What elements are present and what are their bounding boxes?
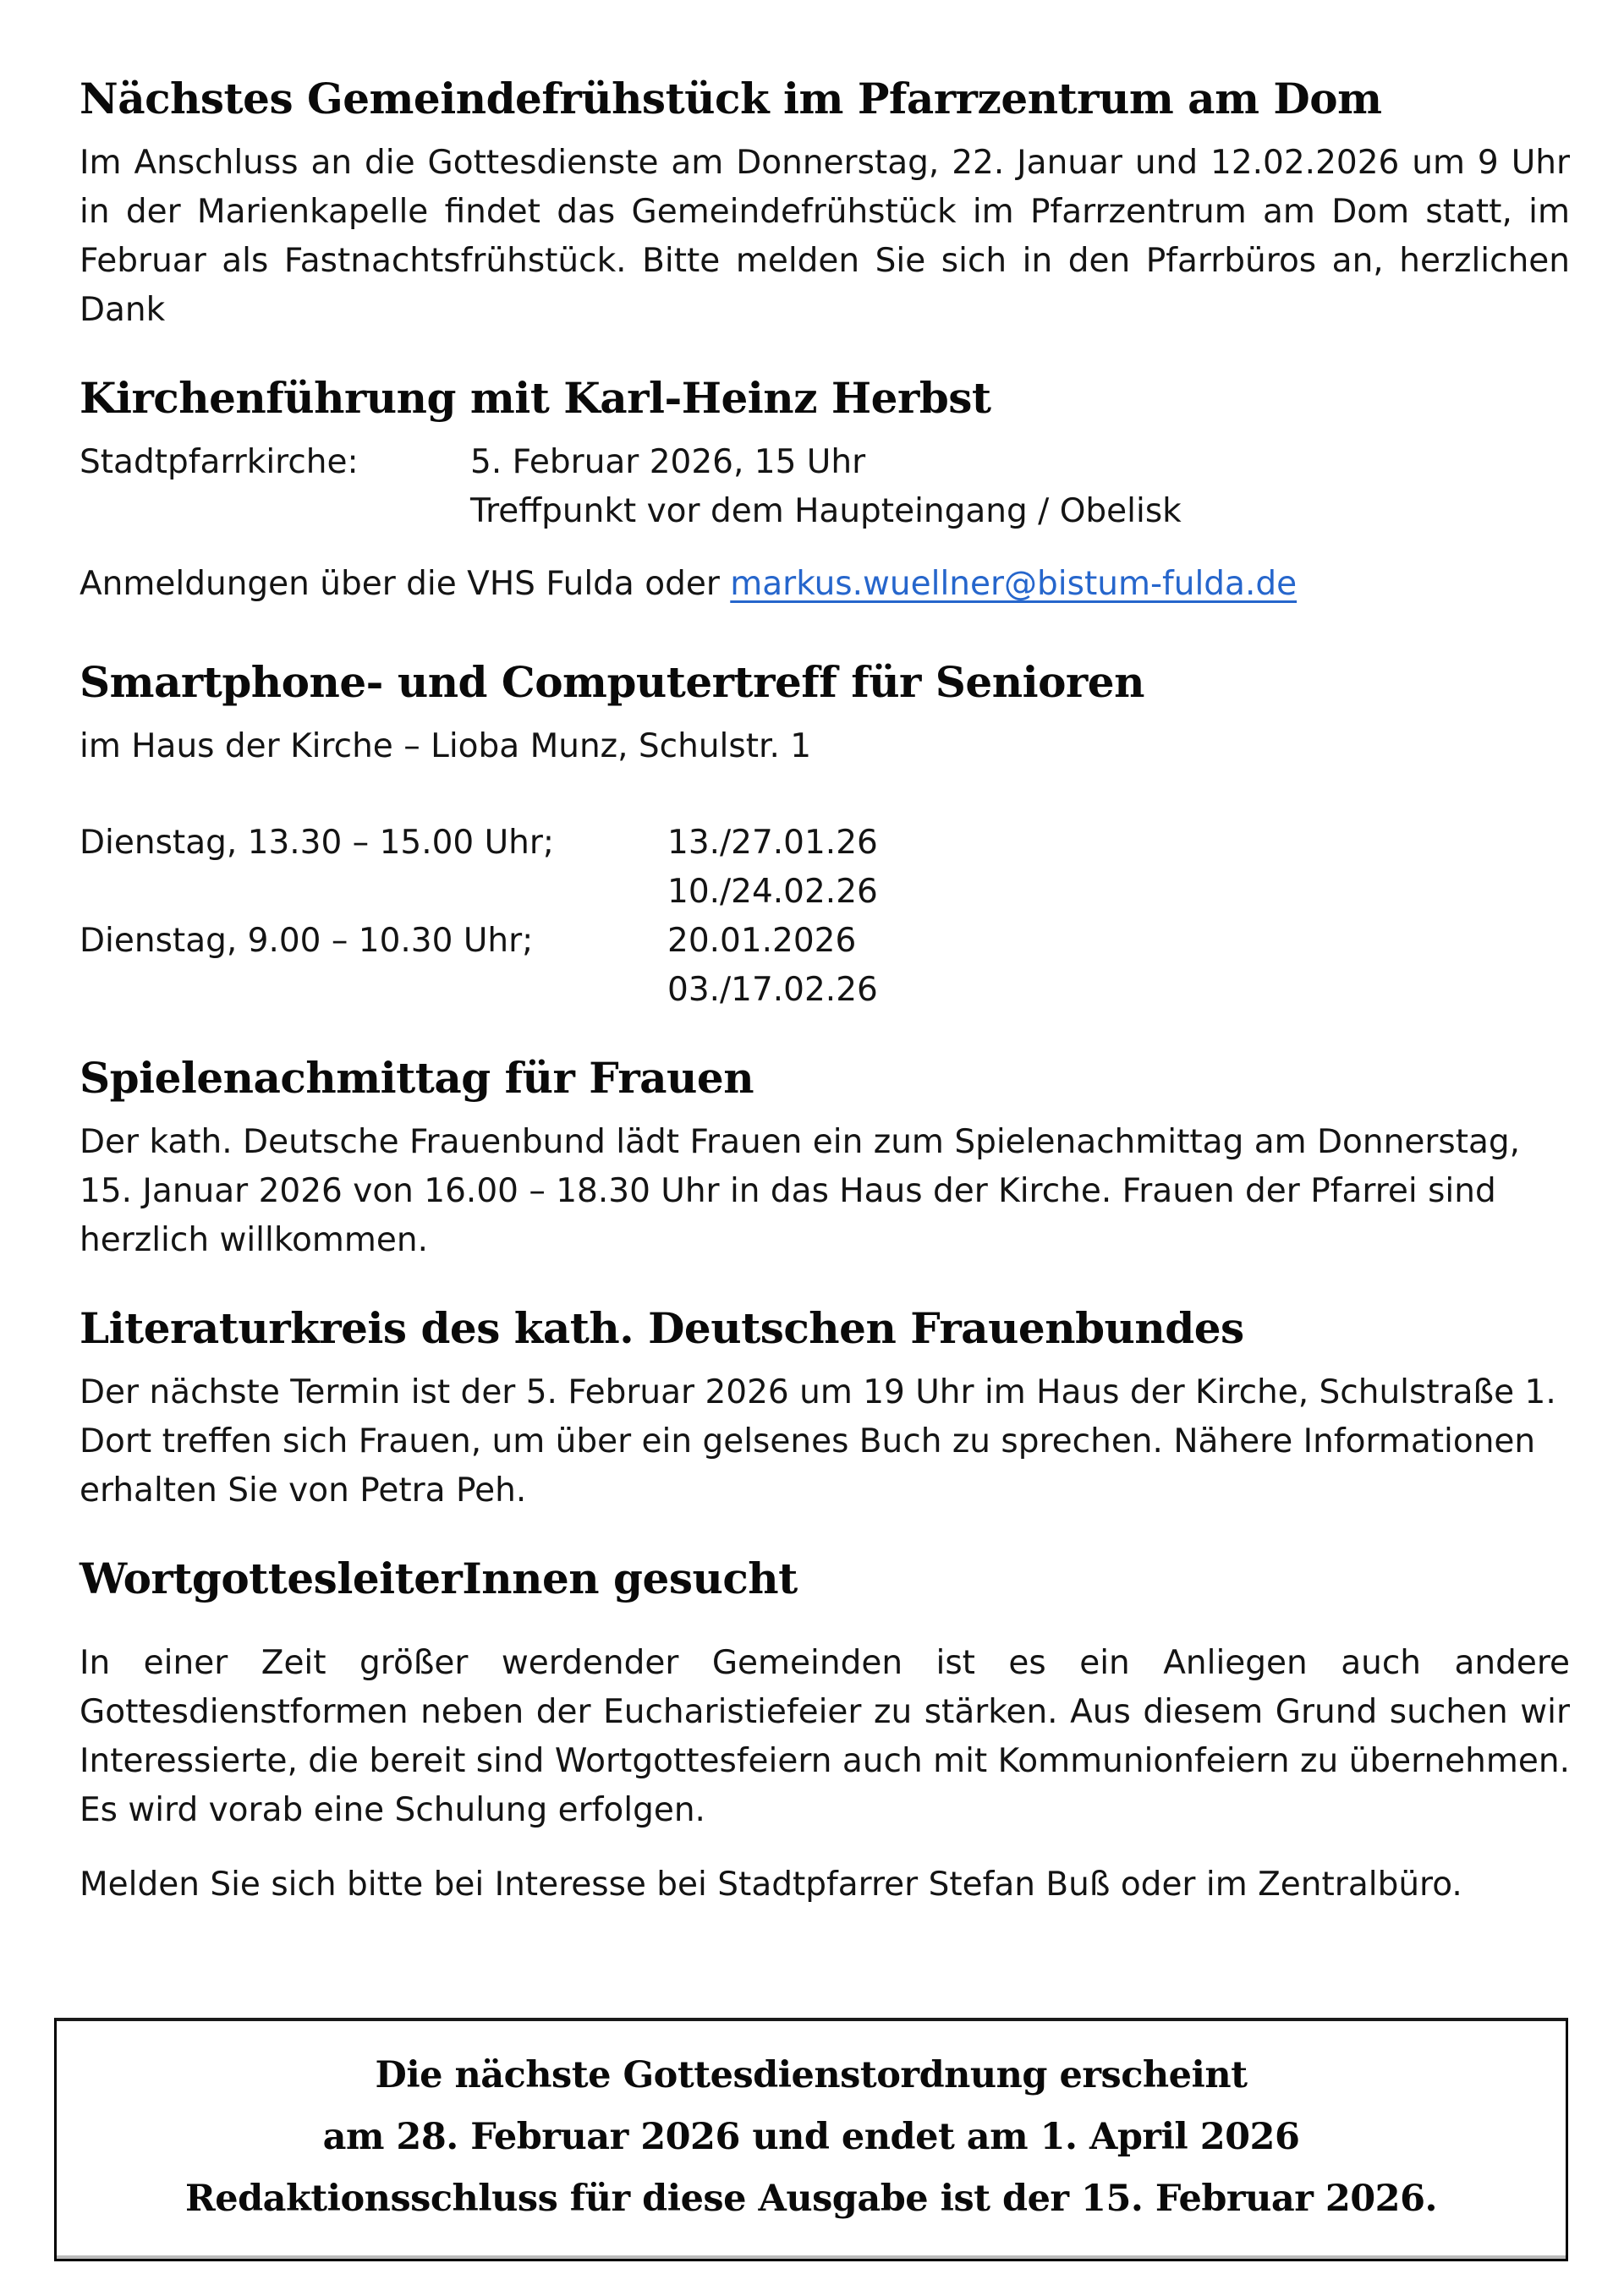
schedule-time: Dienstag, 9.00 – 10.30 Uhr; — [80, 922, 534, 960]
kirchenfuehrung-date-time: 5. Februar 2026, 15 Uhr — [470, 443, 866, 481]
footer-notice-line-2: am 28. Februar 2026 und endet am 1. April 2026 — [322, 2116, 1300, 2158]
schedule-date: 20.01.2026 — [667, 922, 857, 960]
schedule-time: Dienstag, 13.30 – 15.00 Uhr; — [80, 824, 555, 862]
literaturkreis-paragraph: Der nächste Termin ist der 5. Februar 2026 um 19 Uhr im Haus der Kirche, Schulstraße 1. Dort treffen sich Frauen, um über ein gelsenes Buch zu sprechen. Nähere Informationen erhalten Sie von Petra Peh. — [80, 1373, 1556, 1510]
section-kirchenfuehrung — [80, 372, 1570, 609]
section-heading-kirchenfuehrung: Kirchenführung mit Karl-Heinz Herbst — [80, 373, 991, 423]
footer-notice-line-3: Redaktionsschluss für diese Ausgabe ist der 15. Februar 2026. — [184, 2178, 1437, 2220]
schedule-date: 03./17.02.26 — [667, 971, 878, 1009]
kirchenfuehrung-schedule-row — [80, 438, 1570, 487]
section-literaturkreis — [80, 1302, 1570, 1515]
section-heading-computertreff: Smartphone- und Computertreff für Senioren — [80, 657, 1144, 707]
section-heading-spielenachmittag: Spielenachmittag für Frauen — [80, 1053, 754, 1103]
section-wortgottesleiter — [80, 1553, 1570, 1910]
section-heading-literaturkreis: Literaturkreis des kath. Deutschen Frauenbundes — [80, 1303, 1244, 1353]
schedule-date: 13./27.01.26 — [667, 824, 878, 862]
email-link[interactable]: markus.wuellner@bistum-fulda.de — [730, 565, 1298, 603]
kirchenfuehrung-registration-line — [80, 560, 1570, 609]
section-heading-gemeindefruehstueck: Nächstes Gemeindefrühstück im Pfarrzentrum am Dom — [80, 74, 1382, 123]
footer-notice-box — [54, 2018, 1568, 2261]
section-heading-wortgottesleiter: WortgottesleiterInnen gesucht — [80, 1553, 798, 1603]
spacer — [80, 771, 1570, 819]
kirchenfuehrung-meeting-point: Treffpunkt vor dem Haupteingang / Obelisk — [470, 492, 1182, 530]
schedule-dates — [667, 819, 1570, 917]
spielenachmittag-paragraph: Der kath. Deutsche Frauenbund lädt Frauen ein zum Spielenachmittag am Donnerstag, 15. Januar 2026 von 16.00 – 18.30 Uhr in das Haus der Kirche. Frauen der Pfarrei sind herzlich willkommen. — [80, 1123, 1521, 1259]
schedule-date: 10./24.02.26 — [667, 873, 878, 911]
section-computertreff — [80, 656, 1570, 1015]
computertreff-subtitle: im Haus der Kirche – Lioba Munz, Schulstr. 1 — [80, 727, 812, 765]
registration-text: Anmeldungen über die VHS Fulda oder — [80, 565, 731, 603]
wortgottesleiter-paragraph-2: Melden Sie sich bitte bei Interesse bei Stadtpfarrer Stefan Buß oder im Zentralbüro. — [80, 1866, 1462, 1904]
gemeindefruehstueck-paragraph: Im Anschluss an die Gottesdienste am Donnerstag, 22. Januar und 12.02.2026 um 9 Uhr in der Marienkapelle findet das Gemeindefrühstück im Pfarrzentrum am Dom statt, im Februar als Fastnachtsfrühstück. Bitte melden Sie sich in den Pfarrbüros an, herzlichen Dank — [80, 144, 1570, 329]
footer-notice-line-1: Die nächste Gottesdienstordnung erscheint — [375, 2054, 1248, 2096]
schedule-dates — [667, 917, 1570, 1015]
computertreff-schedule-row-2 — [80, 917, 1570, 1015]
wortgottesleiter-paragraph-1: In einer Zeit größer werdender Gemeinden ist es ein Anliegen auch andere Gottesdienstformen neben der Eucharistiefeier zu stärken. Aus diesem Grund suchen wir Interessierte, die bereit sind Wortgottesfeiern auch mit Kommunionfeiern zu übernehmen. Es wird vorab eine Schulung erfolgen. — [80, 1644, 1570, 1829]
section-gemeindefruehstueck — [80, 73, 1570, 335]
kirchenfuehrung-location-label: Stadtpfarrkirche: — [80, 443, 359, 481]
spacer — [80, 536, 1570, 560]
section-spielenachmittag — [80, 1052, 1570, 1265]
computertreff-schedule-row-1 — [80, 819, 1570, 917]
